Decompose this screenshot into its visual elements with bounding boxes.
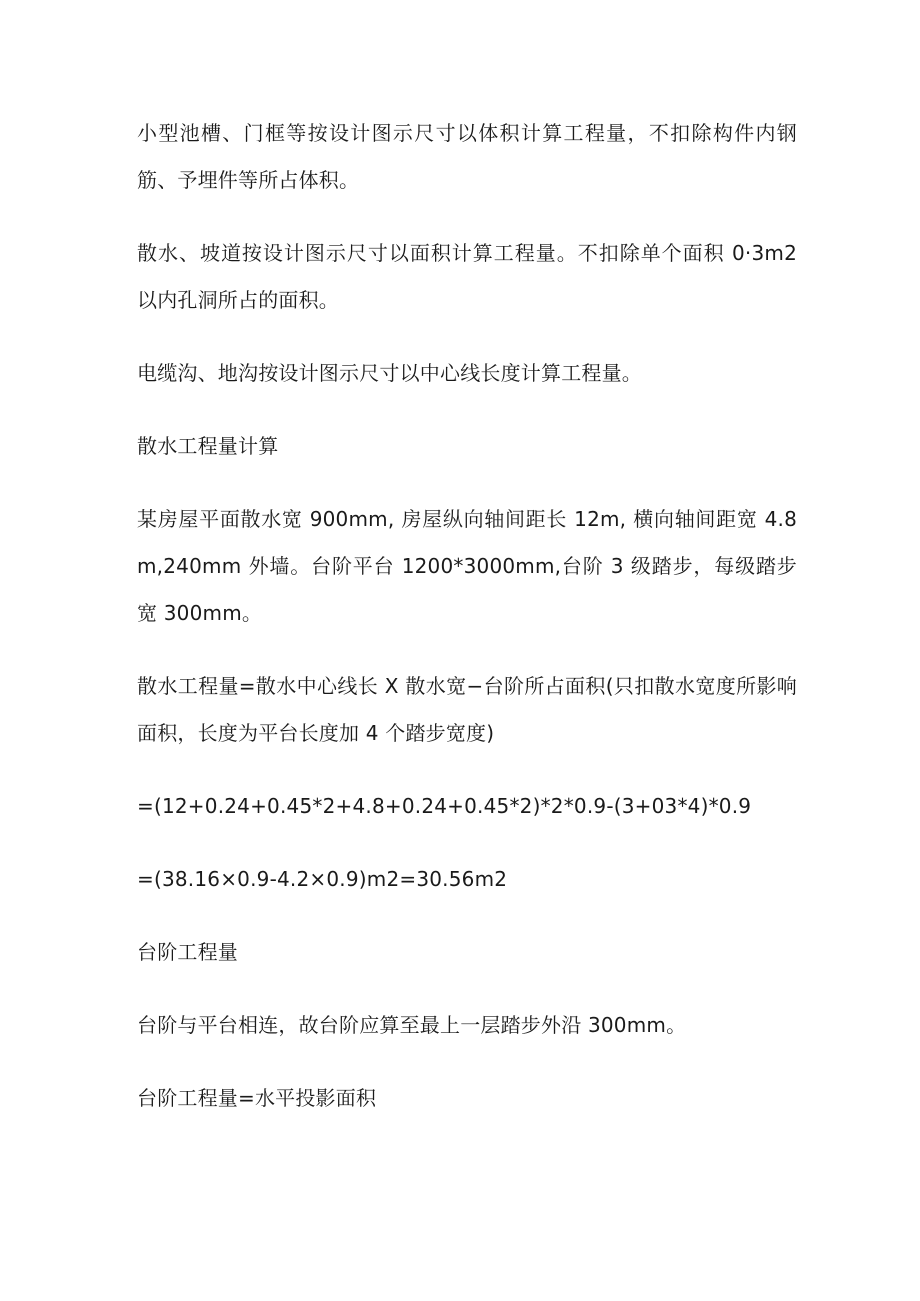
paragraph-apron-area: 散水、坡道按设计图示尺寸以面积计算工程量。不扣除单个面积 0·3m2 以内孔洞所占的面积。 [137,241,797,312]
formula-line-1: =(12+0.24+0.45*2+4.8+0.24+0.45*2)*2*0.9-(3+03*4)*0.9 [137,794,752,818]
paragraph-cable-trench: 电缆沟、地沟按设计图示尺寸以中心线长度计算工程量。 [137,361,642,385]
paragraph-steps-rule: 台阶与平台相连，故台阶应算至最上一层踏步外沿 300mm。 [137,1013,687,1037]
document-body [137,110,797,1148]
heading-steps-quantity: 台阶工程量 [137,940,238,964]
paragraph-steps-formula: 台阶工程量=水平投影面积 [137,1086,377,1110]
formula-line-2: =(38.16×0.9-4.2×0.9)m2=30.56m2 [137,867,508,891]
paragraph-example-house: 某房屋平面散水宽 900mm, 房屋纵向轴间距长 12m, 横向轴间距宽 4.8m,240mm 外墙。台阶平台 1200*3000mm,台阶 3 级踏步，每级踏步宽 300mm。 [137,507,797,625]
paragraph-precast-volume: 小型池槽、门框等按设计图示尺寸以体积计算工程量，不扣除构件内钢筋、予埋件等所占体积。 [137,121,797,192]
paragraph-apron-formula: 散水工程量=散水中心线长 X 散水宽−台阶所占面积(只扣散水宽度所影响面积，长度为平台长度加 4 个踏步宽度) [137,674,797,745]
heading-apron-calculation: 散水工程量计算 [137,434,279,458]
